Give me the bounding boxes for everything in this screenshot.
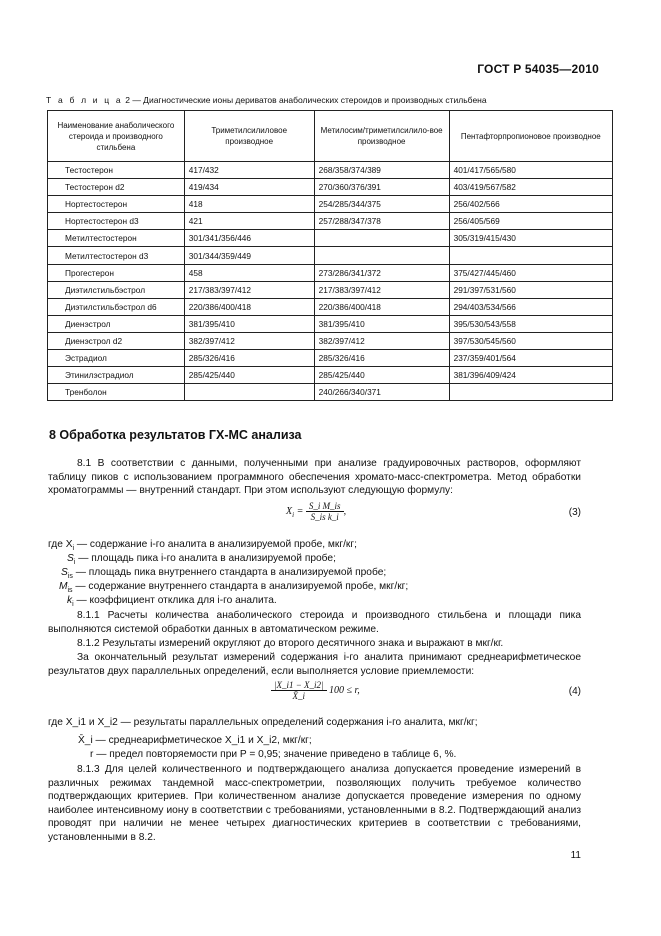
table-row (48, 384, 613, 401)
table-row (48, 315, 613, 332)
cell-tms: 220/386/400/418 (184, 298, 314, 315)
cell-pfp: 381/396/409/424 (449, 367, 612, 384)
cell-compound: Диэтилстильбэстрол (48, 281, 185, 298)
table-row (48, 162, 613, 179)
formula-3-fraction (306, 501, 344, 522)
formula-4-tail: 100 ≤ r, (329, 684, 360, 696)
cell-mo-tms: 381/395/410 (314, 315, 449, 332)
def-si-symbol: S (67, 553, 74, 564)
standard-header: ГОСТ Р 54035—2010 (477, 62, 599, 76)
table-caption-label: Т а б л и ц а (46, 95, 123, 105)
cell-tms: 417/432 (184, 162, 314, 179)
table-row (48, 332, 613, 349)
def-xi-text: — содержание i-го аналита в анализируемой пробе, мкг/кг; (74, 539, 357, 550)
def-ki-symbol: k (67, 595, 73, 606)
cell-tms: 419/434 (184, 179, 314, 196)
formula-3-denominator: S_is k_i (310, 512, 339, 522)
cell-pfp: 397/530/545/560 (449, 332, 612, 349)
cell-tms: 458 (184, 264, 314, 281)
table-row (48, 196, 613, 213)
cell-tms: 382/397/412 (184, 332, 314, 349)
cell-tms (184, 384, 314, 401)
cell-compound: Метилтестостерон d3 (48, 247, 185, 264)
table-row (48, 230, 613, 247)
header-compound: Наименование анаболического стероида и производного стильбена (48, 111, 185, 162)
cell-tms: 381/395/410 (184, 315, 314, 332)
formula-3-lhs-sub: i (292, 510, 295, 519)
cell-compound: Метилтестостерон (48, 230, 185, 247)
def-mis-symbol: M (59, 581, 68, 592)
cell-mo-tms: 217/383/397/412 (314, 281, 449, 298)
formula-4-numerator: |X_i1 − X_i2| (271, 680, 327, 691)
cell-pfp: 256/405/569 (449, 213, 612, 230)
cell-pfp: 403/419/567/582 (449, 179, 612, 196)
def-xi1-xi2: где X_i1 и X_i2 — результаты параллельных определений содержания i-го аналита, мкг/кг; (48, 717, 478, 728)
def-ki-text: — коэффициент отклика для i-го аналита. (73, 595, 277, 606)
def-si-text: — площадь пика i-го аналита в анализируемой пробе; (75, 553, 336, 564)
def-xi-symbol: где X (48, 539, 73, 550)
table-caption-text: 2 — Диагностические ионы дериватов анаболических стероидов и производных стильбена (122, 95, 487, 105)
table-row (48, 298, 613, 315)
formula-4-denominator: X̄_i (292, 691, 306, 701)
cell-mo-tms: 382/397/412 (314, 332, 449, 349)
cell-tms: 301/344/359/449 (184, 247, 314, 264)
header-pfp: Пентафторпропионовое производное (449, 111, 612, 162)
cell-compound: Этинилэстрадиол (48, 367, 185, 384)
def-sis-sub: is (67, 573, 73, 581)
equation-number-3: (3) (568, 507, 581, 518)
cell-mo-tms: 270/360/376/391 (314, 179, 449, 196)
cell-compound: Тестостерон d2 (48, 179, 185, 196)
cell-pfp: 401/417/565/580 (449, 162, 612, 179)
cell-compound: Эстрадиол (48, 350, 185, 367)
def-r: r — предел повторяемости при P = 0,95; значение приведено в таблице 6, %. (90, 749, 457, 760)
cell-pfp: 256/402/566 (449, 196, 612, 213)
cell-compound: Тестостерон (48, 162, 185, 179)
paragraph-8-1-2-condition: За окончательный результат измерений содержания i-го аналита принимают среднеарифметическое результатов двух параллельных определений, если выполняется условие приемлемости: (48, 652, 581, 677)
header-mo-tms: Метилосим/триметилсилило-вое производное (314, 111, 449, 162)
table-row (48, 350, 613, 367)
cell-tms: 421 (184, 213, 314, 230)
cell-mo-tms: 273/286/341/372 (314, 264, 449, 281)
cell-mo-tms: 285/425/440 (314, 367, 449, 384)
section-title: 8 Обработка результатов ГХ-МС анализа (49, 428, 302, 442)
cell-compound: Диенэстрол (48, 315, 185, 332)
paragraph-8-1-2: 8.1.2 Результаты измерений округляют до второго десятичного знака и выражают в мкг/кг. (77, 638, 504, 649)
formula-3-lhs: X (286, 505, 293, 517)
cell-compound: Нортестостерон (48, 196, 185, 213)
table-row (48, 179, 613, 196)
cell-pfp: 395/530/543/558 (449, 315, 612, 332)
cell-compound: Тренболон (48, 384, 185, 401)
def-mis-sub: is (67, 587, 73, 595)
paragraph-8-1-1: 8.1.1 Расчеты количества анаболического стероида и производного стильбена и площади пика выполняются системой обработки данных в автоматическом режиме. (48, 610, 581, 635)
cell-compound: Нортестостерон d3 (48, 213, 185, 230)
formula-4-fraction (271, 680, 327, 701)
def-ki-sub: i (72, 601, 74, 609)
cell-mo-tms (314, 230, 449, 247)
page-number: 11 (570, 850, 581, 861)
formula-3-numerator: S_i M_is (306, 501, 344, 512)
paragraph-8-1-3: 8.1.3 Для целей количественного и подтверждающего анализа допускается проведение измерений в различных режимах тандемной масс-спектрометрии, позволяющих получить требуемое количество подтверждающих критериев. При количественном анализе допускается проведение измерения по одному наиболее интенсивному иону в соответствии с требованиями, установленными в 8.2. Подтверждающий анализ проводят при наличии не менее четырех диагностических критериев в соответствии с требованиями, установленными в 8.2. (48, 764, 581, 843)
cell-mo-tms: 268/358/374/389 (314, 162, 449, 179)
cell-mo-tms: 254/285/344/375 (314, 196, 449, 213)
table-row (48, 247, 613, 264)
diagnostic-ions-table (47, 110, 613, 401)
formula-3-eq: = (294, 505, 306, 517)
cell-tms: 301/341/356/446 (184, 230, 314, 247)
cell-tms: 217/383/397/412 (184, 281, 314, 298)
def-xi-sub: i (72, 545, 75, 553)
cell-tms: 418 (184, 196, 314, 213)
def-sis-symbol: S (61, 567, 68, 578)
cell-pfp: 375/427/445/460 (449, 264, 612, 281)
cell-pfp (449, 384, 612, 401)
cell-pfp: 294/403/534/566 (449, 298, 612, 315)
formula-3-tail: , (343, 505, 347, 517)
equation-number-4: (4) (568, 686, 581, 697)
table-row (48, 367, 613, 384)
def-xi-mean: X̄_i — среднеарифметическое X_i1 и X_i2, мкг/кг; (78, 735, 312, 746)
cell-mo-tms: 220/386/400/418 (314, 298, 449, 315)
formula-4 (271, 680, 360, 701)
cell-mo-tms: 240/266/340/371 (314, 384, 449, 401)
cell-mo-tms: 257/288/347/378 (314, 213, 449, 230)
table-row (48, 281, 613, 298)
table-header-row (48, 111, 613, 162)
cell-compound: Диенэстрол d2 (48, 332, 185, 349)
cell-pfp: 291/397/531/560 (449, 281, 612, 298)
cell-mo-tms (314, 247, 449, 264)
cell-pfp: 237/359/401/564 (449, 350, 612, 367)
def-si-sub: i (73, 559, 76, 567)
cell-mo-tms: 285/326/416 (314, 350, 449, 367)
cell-tms: 285/326/416 (184, 350, 314, 367)
def-sis-text: — площадь пика внутреннего стандарта в анализируемой пробе; (72, 567, 387, 578)
cell-compound: Диэтилстильбэстрол d6 (48, 298, 185, 315)
paragraph-8-1: 8.1 В соответствии с данными, полученными при анализе градуировочных растворов, оформляют таблицу пиков с использованием программного обеспечения хромато-масс-спектрометра. Метод обработки хроматограммы — внутренний стандарт. При этом используют следующую формулу: (48, 458, 581, 497)
cell-tms: 285/425/440 (184, 367, 314, 384)
table-caption (46, 95, 626, 105)
cell-pfp: 305/319/415/430 (449, 230, 612, 247)
cell-compound: Прогестерон (48, 264, 185, 281)
table-body (48, 162, 613, 401)
formula-3 (286, 501, 346, 522)
def-mis-text: — содержание внутреннего стандарта в анализируемой пробе, мкг/кг; (72, 581, 409, 592)
cell-pfp (449, 247, 612, 264)
table-row (48, 264, 613, 281)
header-tms: Триметилсилиловое производное (184, 111, 314, 162)
table-row (48, 213, 613, 230)
